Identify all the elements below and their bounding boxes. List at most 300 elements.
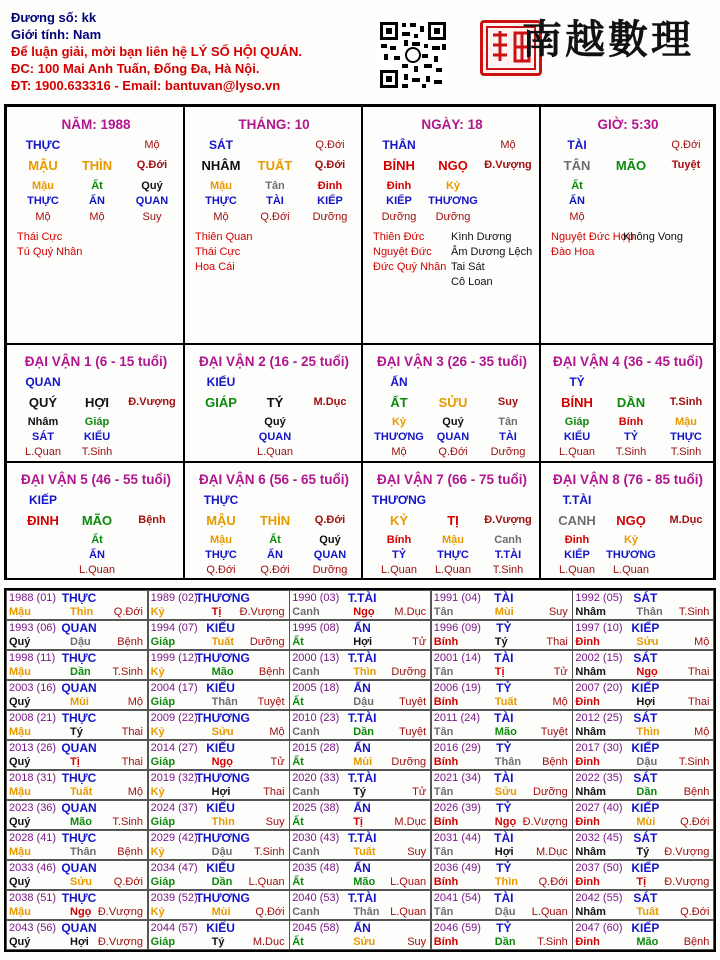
year-chi: Mùi — [494, 606, 514, 618]
dv-hidden-can: Bính — [618, 416, 644, 428]
year-star: THƯƠNG — [195, 831, 250, 845]
logo-text: 南越數理 — [522, 16, 694, 63]
year-chi: Thìn — [636, 726, 660, 738]
year-label: 2035 (48) — [292, 862, 340, 874]
dai-van-phase: Q.Đới — [314, 514, 346, 526]
dv-hidden-phase: T.Sinh — [670, 446, 702, 458]
year-cell — [6, 680, 148, 710]
year-phase: Dưỡng — [391, 666, 427, 678]
year-chi: Dần — [636, 786, 658, 798]
year-can: Giáp — [150, 636, 176, 648]
dv-hidden-can: Ất — [269, 534, 281, 546]
year-star: TỶ — [496, 921, 512, 935]
year-star: KIẾP — [631, 681, 660, 695]
dai-van-1 — [6, 344, 184, 462]
year-label: 1995 (08) — [292, 622, 340, 634]
year-phase: T.Sinh — [678, 756, 710, 768]
year-chi: Dần — [353, 726, 374, 738]
year-phase: Bệnh — [258, 666, 285, 678]
year-label: 2007 (20) — [575, 682, 623, 694]
year-can: Mậu — [9, 606, 31, 618]
dai-van-can: ĐINH — [27, 513, 59, 528]
pillar-chi: NGỌ — [438, 158, 468, 173]
year-chi: Thân — [70, 846, 97, 858]
year-phase: Q.Đới — [113, 876, 143, 888]
year-cell — [572, 770, 714, 800]
year-cell — [6, 770, 148, 800]
pillar-title: NĂM: 1988 — [61, 117, 131, 132]
year-phase: Đ.Vượng — [239, 606, 285, 618]
dai-van-phase: M.Dục — [669, 514, 703, 526]
year-cell — [289, 770, 431, 800]
year-label: 2036 (49) — [433, 862, 481, 874]
dai-van-star: TỶ — [569, 375, 585, 389]
dv-hidden-star: QUAN — [313, 549, 347, 561]
pillar-phase: Q.Đới — [314, 159, 346, 171]
year-phase: Q.Đới — [538, 876, 568, 888]
year-can: Tân — [433, 786, 454, 798]
year-star: KIẾU — [206, 621, 235, 635]
dai-van-phase: Đ.Vượng — [128, 396, 176, 408]
year-cell — [431, 680, 573, 710]
year-cell — [431, 890, 573, 920]
year-cell — [289, 800, 431, 830]
dv-hidden-star: QUAN — [258, 431, 292, 443]
dv-hidden-can: Ất — [91, 534, 103, 546]
year-star: KIẾU — [206, 861, 235, 875]
year-chi: Dần — [70, 666, 91, 678]
hidden-can: Ất — [91, 180, 103, 192]
year-star: THỰC — [61, 891, 97, 905]
dai-van-chi: TỊ — [447, 513, 459, 528]
year-cell — [431, 590, 573, 620]
year-star: KIẾP — [631, 621, 660, 635]
year-table — [4, 588, 716, 952]
dai-van-phase: Suy — [497, 396, 519, 408]
dai-van-star: KIẾU — [206, 375, 236, 389]
year-can: Quý — [9, 696, 31, 708]
year-cell — [289, 680, 431, 710]
hidden-can: Kỷ — [445, 180, 461, 192]
dv-hidden-star: ẤN — [267, 549, 283, 561]
year-can: Quý — [9, 936, 31, 948]
dai-van-chi: DẦN — [616, 395, 646, 410]
year-label: 2013 (26) — [9, 742, 57, 754]
year-star: KIẾP — [631, 801, 660, 815]
dv-hidden-can: Nhâm — [27, 416, 59, 428]
year-label: 2033 (46) — [9, 862, 57, 874]
year-chi: Mão — [353, 876, 376, 888]
year-label: 2045 (58) — [292, 922, 340, 934]
year-chi: Hợi — [70, 936, 89, 948]
than-sat: Đào Hoa — [551, 246, 595, 258]
year-can: Nhâm — [575, 906, 606, 918]
dv-hidden-phase: Mộ — [391, 446, 407, 458]
dv-hidden-can: Giáp — [84, 416, 110, 428]
year-label: 2042 (55) — [575, 892, 623, 904]
pillar-can: NHÂM — [201, 158, 241, 173]
dai-van-chi: NGỌ — [616, 513, 646, 528]
year-phase: Đ.Vượng — [664, 876, 710, 888]
pillar-can: MẬU — [28, 158, 58, 173]
year-star: THƯƠNG — [195, 891, 250, 905]
year-phase: Đ.Vượng — [97, 906, 143, 918]
year-chi: Tuất — [636, 906, 659, 918]
year-can: Ất — [292, 876, 304, 888]
year-can: Giáp — [150, 936, 176, 948]
year-star: T.TÀI — [347, 771, 377, 785]
year-can: Tân — [433, 606, 454, 618]
than-sat-2: Âm Dương Lệch — [451, 246, 533, 258]
year-star: KIẾP — [631, 861, 660, 875]
dai-van-phase: T.Sinh — [669, 396, 703, 408]
qr-code-icon — [378, 20, 448, 90]
pillar-star: THÂN — [382, 138, 416, 152]
dv-hidden-phase: L.Quan — [380, 564, 418, 576]
year-star: ẤN — [353, 621, 371, 635]
year-label: 2027 (40) — [575, 802, 623, 814]
year-cell — [6, 860, 148, 890]
year-phase: Tuyệt — [540, 726, 568, 738]
year-cell — [6, 650, 148, 680]
year-star: TÀI — [494, 651, 514, 665]
year-phase: Mộ — [269, 726, 285, 738]
year-cell — [572, 590, 714, 620]
year-phase: Đ.Vượng — [664, 846, 710, 858]
year-chi: Tý — [636, 846, 650, 858]
year-cell — [431, 920, 573, 950]
year-phase: Q.Đới — [255, 906, 285, 918]
year-can: Đinh — [575, 636, 600, 648]
year-phase: M.Dục — [394, 606, 427, 618]
dai-van-can: CANH — [558, 513, 596, 528]
year-chi: Dần — [494, 936, 516, 948]
dai-van-star: THỰC — [203, 493, 239, 507]
year-label: 2012 (25) — [575, 712, 623, 724]
year-cell — [289, 740, 431, 770]
year-chi: Sửu — [494, 786, 517, 798]
year-phase: Tử — [412, 786, 427, 798]
year-can: Ất — [292, 816, 304, 828]
pillar-title: NGÀY: 18 — [421, 117, 483, 132]
year-can: Kỷ — [150, 906, 165, 918]
year-star: TỶ — [496, 621, 512, 635]
hidden-can: Quý — [141, 180, 163, 192]
than-sat-2: Kình Dương — [451, 231, 512, 243]
dai-van-can: KỶ — [389, 513, 409, 528]
year-chi: Sửu — [70, 876, 93, 888]
hidden-phase: Mộ — [89, 211, 105, 223]
year-chi: Thân — [211, 696, 238, 708]
year-can: Canh — [292, 606, 320, 618]
year-star: ẤN — [353, 921, 371, 935]
year-chi: Thìn — [353, 666, 377, 678]
year-star: ẤN — [353, 801, 371, 815]
dv-hidden-star: KIẾP — [564, 549, 590, 561]
year-chi: Mùi — [636, 816, 656, 828]
year-cell — [6, 710, 148, 740]
hidden-phase: Mộ — [569, 211, 585, 223]
year-phase: Q.Đới — [680, 816, 710, 828]
dai-van-star: KIẾP — [28, 493, 58, 507]
year-cell — [6, 620, 148, 650]
dai-van-star: T.TÀI — [562, 493, 592, 507]
pillar-can: TÂN — [563, 158, 591, 173]
contact-note: Để luận giải, mời bạn liên hệ LÝ SỐ HỘI QUÁN. — [11, 44, 302, 59]
year-label: 2017 (30) — [575, 742, 623, 754]
year-phase: Tử — [553, 666, 568, 678]
year-star: THỰC — [61, 771, 97, 785]
dv-hidden-can: Mậu — [442, 534, 464, 546]
year-star: TÀI — [494, 591, 514, 605]
year-chi: Mão — [636, 936, 659, 948]
year-can: Ất — [292, 756, 304, 768]
year-star: SÁT — [633, 711, 658, 725]
year-label: 2022 (35) — [575, 772, 623, 784]
year-chi: Dậu — [636, 756, 658, 768]
year-label: 2001 (14) — [433, 652, 481, 664]
year-label: 2041 (54) — [433, 892, 481, 904]
year-label: 2032 (45) — [575, 832, 623, 844]
dv-hidden-star: THỰC — [670, 431, 702, 443]
dv-hidden-star: THỰC — [437, 549, 469, 561]
than-sat-2: Tai Sát — [451, 261, 485, 273]
year-star: TỶ — [496, 861, 512, 875]
dv-hidden-phase: L.Quan — [434, 564, 472, 576]
year-chi: Tị — [636, 876, 647, 888]
dai-van-title: ĐẠI VẬN 7 (66 - 75 tuổi) — [376, 472, 528, 487]
year-chi: Tị — [70, 756, 80, 768]
year-cell — [431, 830, 573, 860]
dai-van-4 — [540, 344, 714, 462]
dv-hidden-can: Kỷ — [391, 416, 407, 428]
year-label: 2000 (13) — [292, 652, 340, 664]
dai-van-title: ĐẠI VẬN 8 (76 - 85 tuổi) — [552, 472, 704, 487]
pillar-1 — [6, 106, 184, 344]
than-sat: Thiên Đức — [373, 231, 425, 243]
year-chi: Mão — [70, 816, 92, 828]
year-can: Giáp — [150, 876, 176, 888]
hidden-can: Mậu — [32, 180, 54, 192]
year-cell — [6, 740, 148, 770]
year-chi: Thân — [353, 906, 380, 918]
year-phase: Dưỡng — [249, 636, 285, 648]
year-chi: Thìn — [494, 876, 519, 888]
year-label: 2044 (57) — [150, 922, 198, 934]
year-cell — [6, 890, 148, 920]
year-star: T.TÀI — [347, 651, 377, 665]
year-cell — [6, 920, 148, 950]
year-phase: T.Sinh — [112, 816, 143, 828]
year-cell — [148, 740, 290, 770]
year-label: 2029 (42) — [150, 832, 198, 844]
year-chi: Tị — [353, 816, 363, 828]
hidden-phase: Dưỡng — [381, 211, 417, 223]
dai-van-title: ĐẠI VẬN 5 (46 - 55 tuổi) — [20, 472, 172, 487]
year-phase: Tử — [412, 636, 427, 648]
year-star: TỶ — [496, 741, 512, 755]
year-cell — [431, 860, 573, 890]
dai-van-title: ĐẠI VẬN 3 (26 - 35 tuổi) — [376, 354, 528, 369]
year-can: Quý — [9, 756, 31, 768]
year-cell — [148, 860, 290, 890]
year-label: 2031 (44) — [433, 832, 481, 844]
year-label: 2028 (41) — [9, 832, 57, 844]
dai-van-phase: Đ.Vượng — [484, 514, 532, 526]
year-phase: Đ.Vượng — [522, 816, 568, 828]
year-phase: Bệnh — [683, 786, 710, 798]
hidden-phase: Suy — [142, 211, 162, 223]
year-phase: Bệnh — [117, 636, 143, 648]
gender: Giới tính: Nam — [11, 27, 102, 42]
dv-hidden-star: ẤN — [89, 549, 105, 561]
year-label: 1990 (03) — [292, 592, 340, 604]
year-star: QUAN — [61, 921, 97, 935]
year-cell — [289, 590, 431, 620]
year-label: 2005 (18) — [292, 682, 340, 694]
pillar-star: TÀI — [567, 138, 587, 152]
year-cell — [572, 890, 714, 920]
year-phase: Mộ — [694, 636, 710, 648]
dv-hidden-star: TỶ — [391, 549, 407, 561]
year-star: THƯƠNG — [195, 711, 250, 725]
year-phase: Tuyệt — [399, 726, 427, 738]
year-can: Mậu — [9, 666, 31, 678]
year-star: TÀI — [494, 771, 514, 785]
than-sat: Nguyệt Đức Hợp — [551, 231, 635, 243]
dai-van-chi: MÃO — [81, 513, 113, 528]
year-can: Canh — [292, 906, 320, 918]
year-cell — [572, 680, 714, 710]
year-label: 2015 (28) — [292, 742, 340, 754]
year-star: ẤN — [353, 861, 371, 875]
year-can: Canh — [292, 726, 320, 738]
year-cell — [289, 920, 431, 950]
year-star: T.TÀI — [347, 831, 377, 845]
year-can: Mậu — [9, 846, 31, 858]
year-chi: Tý — [494, 636, 508, 648]
hidden-star: THỰC — [205, 195, 237, 207]
hidden-phase: Mộ — [213, 211, 229, 223]
year-star: SÁT — [633, 591, 658, 605]
year-chi: Dậu — [353, 696, 374, 708]
year-phase: L.Quan — [390, 876, 427, 888]
dv-hidden-phase: Q.Đới — [438, 446, 468, 458]
year-label: 2004 (17) — [150, 682, 198, 694]
year-star: T.TÀI — [347, 591, 377, 605]
year-phase: Thai — [546, 636, 568, 648]
dai-van-8 — [540, 462, 714, 580]
year-cell — [148, 890, 290, 920]
hidden-star: KIẾP — [317, 195, 343, 207]
dv-hidden-star: TỶ — [623, 431, 639, 443]
year-can: Bính — [433, 936, 459, 948]
dai-van-can: GIÁP — [205, 395, 237, 410]
year-chi: Mùi — [70, 696, 89, 708]
than-sat: Nguyệt Đức — [373, 246, 432, 258]
year-star: QUAN — [61, 801, 97, 815]
dai-van-title: ĐẠI VẬN 6 (56 - 65 tuổi) — [198, 472, 350, 487]
year-chi: Tuất — [211, 636, 234, 648]
dai-van-3 — [362, 344, 540, 462]
hidden-can: Mậu — [210, 180, 232, 192]
year-cell — [572, 860, 714, 890]
hidden-star: ẤN — [89, 195, 105, 207]
year-chi: Thìn — [70, 606, 94, 618]
year-can: Quý — [9, 816, 31, 828]
year-can: Ất — [292, 696, 304, 708]
year-star: QUAN — [61, 681, 97, 695]
hidden-phase: Q.Đới — [260, 211, 290, 223]
than-sat: Hoa Cái — [195, 261, 235, 273]
year-phase: M.Dục — [394, 816, 427, 828]
year-label: 2010 (23) — [292, 712, 340, 724]
dai-van-phase: M.Dục — [313, 396, 347, 408]
than-sat: Thái Cực — [17, 231, 63, 243]
year-can: Quý — [9, 636, 31, 648]
dv-hidden-can: Mậu — [210, 534, 232, 546]
year-phase: T.Sinh — [537, 936, 568, 948]
year-phase: M.Dục — [536, 846, 568, 858]
year-chi: Ngọ — [353, 606, 375, 618]
year-chi: Dậu — [211, 846, 233, 858]
pillar-phase: Đ.Vượng — [484, 159, 532, 171]
year-label: 2014 (27) — [150, 742, 198, 754]
dv-hidden-phase: L.Quan — [78, 564, 116, 576]
year-star: ẤN — [353, 741, 371, 755]
hidden-phase: Dưỡng — [312, 211, 348, 223]
year-cell — [431, 710, 573, 740]
hidden-can: Đinh — [317, 180, 343, 192]
dai-van-chi: TÝ — [266, 395, 284, 410]
year-phase: Suy — [265, 816, 285, 828]
year-can: Canh — [292, 786, 320, 798]
year-chi: Hợi — [211, 786, 231, 798]
year-can: Mậu — [9, 726, 31, 738]
dv-hidden-star: THƯƠNG — [606, 549, 656, 561]
hidden-phase: Mộ — [35, 211, 51, 223]
year-label: 1992 (05) — [575, 592, 623, 604]
year-can: Bính — [433, 816, 459, 828]
year-cell — [572, 620, 714, 650]
dai-van-7 — [362, 462, 540, 580]
year-can: Canh — [292, 666, 320, 678]
pillar-star: SÁT — [209, 138, 233, 152]
year-chi: Ngọ — [70, 906, 92, 918]
dv-hidden-star: SÁT — [32, 431, 54, 443]
dai-van-2 — [184, 344, 362, 462]
year-label: 2009 (22) — [150, 712, 198, 724]
dai-van-title: ĐẠI VẬN 1 (6 - 15 tuổi) — [24, 354, 168, 369]
year-star: THƯƠNG — [195, 591, 250, 605]
dv-hidden-can: Tân — [498, 416, 518, 428]
year-star: KIẾP — [631, 921, 660, 935]
owner-name: Đương số: kk — [11, 10, 97, 25]
year-phase: Thai — [263, 786, 285, 798]
year-phase: Bệnh — [117, 846, 143, 858]
year-cell — [431, 800, 573, 830]
dai-van-can: BÍNH — [561, 395, 593, 410]
year-chi: Tuất — [494, 696, 518, 708]
dv-hidden-phase: T.Sinh — [615, 446, 647, 458]
year-can: Mậu — [9, 906, 31, 918]
hidden-can: Đinh — [386, 180, 412, 192]
year-cell — [148, 710, 290, 740]
year-phase: Thai — [687, 696, 710, 708]
dai-van-6 — [184, 462, 362, 580]
year-phase: Tử — [270, 756, 285, 768]
year-label: 2006 (19) — [433, 682, 481, 694]
